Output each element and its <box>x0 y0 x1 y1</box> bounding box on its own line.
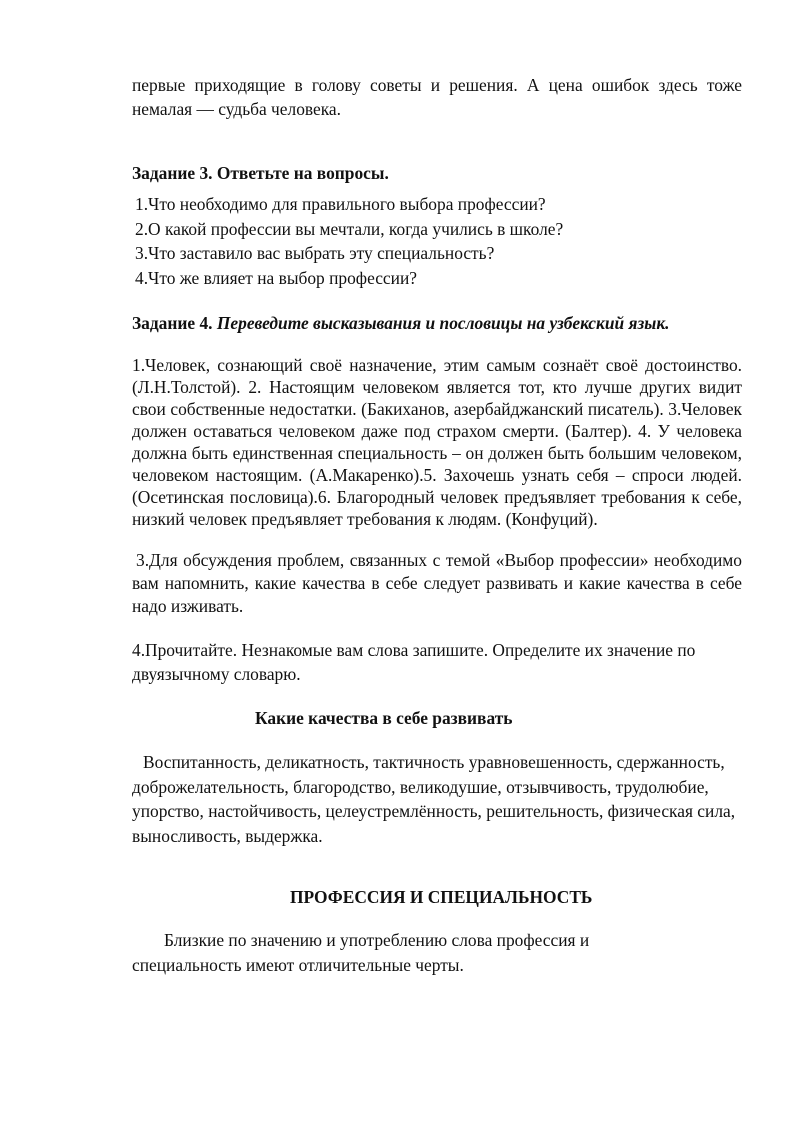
qualities-paragraph: Воспитанность, деликатность, тактичность уравновешенность, сдержанность, доброжелательность, благородство, великодушие, отзывчивость, трудолюбие, упорство, настойчивость, целеустремлённость, решительность, физическая сила, выносливость, выдержка. <box>132 752 736 846</box>
task4-instruction: Переведите высказывания и пословицы на узбекский язык. <box>216 313 670 333</box>
task4-label: Задание 4. <box>132 313 213 333</box>
question-list <box>132 192 742 290</box>
discussion-paragraph: 3.Для обсуждения проблем, связанных с темой «Выбор профессии» необходимо вам напомнить, какие качества в себе следует развивать и какие качества в себе надо изживать. <box>132 550 742 616</box>
question-item: 2.О какой профессии вы мечтали, когда учились в школе? <box>135 218 564 239</box>
question-item: 3.Что заставило вас выбрать эту специальность? <box>135 243 495 263</box>
section-title: ПРОФЕССИЯ И СПЕЦИАЛЬНОСТЬ <box>290 887 593 907</box>
intro-paragraph: первые приходящие в голову советы и решения. А цена ошибок здесь тоже немалая — судьба человека. <box>132 75 742 119</box>
closing-paragraph: Близкие по значению и употреблению слова профессия и специальность имеют отличительные черты. <box>132 930 590 975</box>
reading-task-paragraph: 4.Прочитайте. Незнакомые вам слова запишите. Определите их значение по двуязычному словарю. <box>132 640 696 684</box>
quotes-paragraph: 1.Человек, сознающий своё назначение, этим самым сознаёт своё достоинство. (Л.Н.Толстой). 2. Настоящим человеком является тот, кто лучше других видит свои собственные недостатки. (Бакиханов, азербайджанский писатель). 3.Человек должен оставаться человеком даже под страхом смерти. (Балтер). 4. У человека должна быть единственная специальность – он должен быть большим человеком, человеком настоящим. (А.Макаренко).5. Захочешь узнать себя – спроси людей. (Осетинская пословица).6. Благородный человек предъявляет требования к себе, низкий человек предъявляет требования к людям. (Конфуций). <box>132 355 742 529</box>
qualities-heading: Какие качества в себе развивать <box>255 708 513 728</box>
question-item: 4.Что же влияет на выбор профессии? <box>135 267 417 288</box>
task3-heading: Задание 3. Ответьте на вопросы. <box>132 163 389 183</box>
question-item: 1.Что необходимо для правильного выбора профессии? <box>135 194 546 214</box>
task4-heading <box>132 311 742 335</box>
document-page <box>132 74 742 977</box>
